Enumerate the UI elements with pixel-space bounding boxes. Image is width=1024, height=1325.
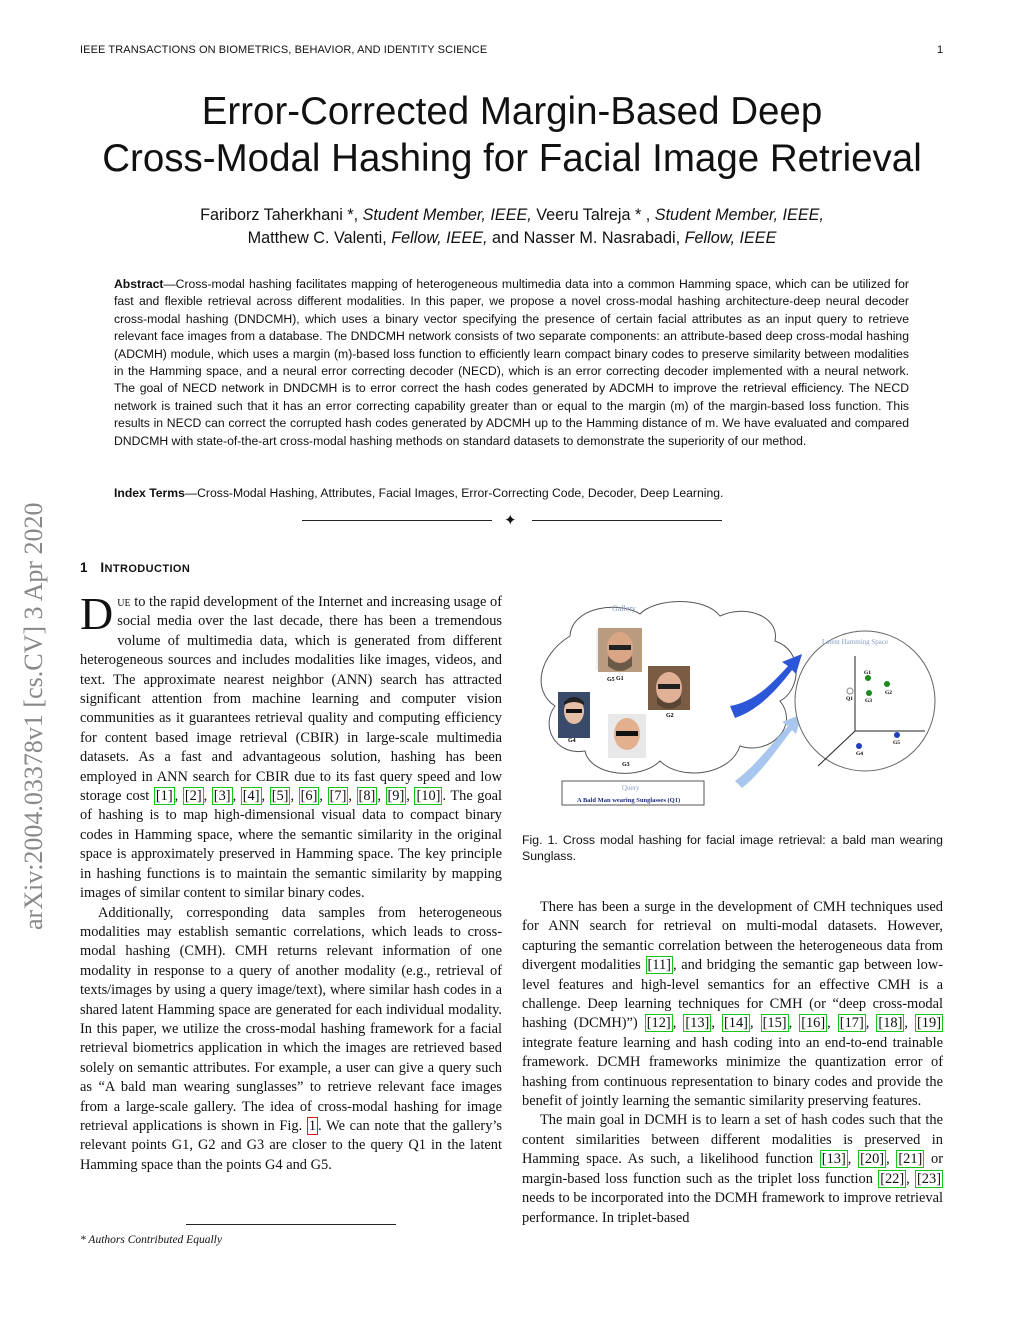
point-g4 <box>856 743 862 749</box>
author-conjunction: and <box>492 229 520 247</box>
footnote: * Authors Contributed Equally <box>80 1234 222 1246</box>
citation-link[interactable]: [16] <box>801 1015 826 1032</box>
citation-link[interactable]: [17] <box>839 1015 864 1032</box>
citation-link[interactable]: [7] <box>329 788 347 805</box>
index-terms <box>114 486 909 500</box>
query-text: A Bald Man wearing Sunglasses (Q1) <box>577 797 681 804</box>
citation-link[interactable]: [9] <box>387 788 405 805</box>
title-line-1: Error-Corrected Margin-Based Deep <box>201 90 823 133</box>
point-g5-label: G5 <box>893 740 901 746</box>
figure-caption: Fig. 1. Cross modal hashing for facial image retrieval: a bald man wearing Sunglass. <box>522 833 943 863</box>
title-line-2: Cross-Modal Hashing for Facial Image Retrieval <box>102 137 922 180</box>
drop-cap: D <box>80 588 114 639</box>
author-role: Fellow, IEEE, <box>391 229 488 247</box>
figure-1 <box>530 596 940 811</box>
point-g3 <box>866 690 872 696</box>
author-name: Matthew C. Valenti, <box>247 229 387 247</box>
citation-link[interactable]: [19] <box>917 1015 941 1032</box>
point-g5 <box>894 732 900 738</box>
divider-left <box>302 520 492 521</box>
point-q1-label: Q1 <box>846 696 854 702</box>
point-q1 <box>847 688 853 694</box>
g4-headshot <box>558 692 590 738</box>
citation-link[interactable]: [22] <box>880 1170 905 1187</box>
citation-link[interactable]: [14] <box>723 1015 748 1032</box>
citation-link[interactable]: [13] <box>685 1015 710 1032</box>
abstract <box>114 276 909 450</box>
citation-link[interactable]: [10] <box>416 788 441 805</box>
gallery-label: Gallery <box>612 604 636 613</box>
point-g2-label: G2 <box>885 690 893 696</box>
citation-link[interactable]: [2] <box>184 788 202 805</box>
paragraph: Additionally, corresponding data samples from heterogeneous modalities may establish semantic correlations, which leads to cross-modal hashing (CMH). CMH returns relevant information of one modality in response to a query of another modality (e.g., retrieval of texts/images by using a query image/text), where similar hash codes in a shared latent Hamming space are generated for each individual modality. In this paper, we utilize the cross-modal hashing framework for a facial retrieval biometrics application in which the images are retrieved based solely on semantic attributes. For example, a user can give a query such as “A bald man wearing sunglasses” to retrieve relevant face images from a large-scale gallery. The idea of cross-modal hashing for image retrieval applications is shown in Fig. 1 . We can note that the gallery’s relevant points G1, G2 and G3 are closer to the query Q1 in the latent Hamming space than the points G4 and G5. <box>80 904 502 1173</box>
arxiv-side-stamp <box>6 250 56 940</box>
g1-label: G1 <box>616 676 624 682</box>
point-g1-label: G1 <box>864 670 872 676</box>
section-number: 1 <box>80 560 88 575</box>
citation-link[interactable]: [5] <box>271 788 289 805</box>
g4-label: G4 <box>568 738 576 744</box>
citation-link[interactable]: [20] <box>860 1151 885 1168</box>
index-terms-text: —Cross-Modal Hashing, Attributes, Facial Images, Error-Correcting Code, Decoder, Deep Learning. <box>184 486 724 500</box>
g3-label: G3 <box>622 762 630 768</box>
citation-link[interactable]: [21] <box>898 1151 923 1168</box>
author-list <box>0 204 1024 250</box>
citation-link[interactable]: [6] <box>300 788 318 805</box>
index-terms-label: Index Terms <box>114 486 185 500</box>
citation-link[interactable]: [23] <box>917 1170 941 1187</box>
citation-link[interactable]: [3] <box>213 788 231 805</box>
journal-header: IEEE TRANSACTIONS ON BIOMETRICS, BEHAVIOR, AND IDENTITY SCIENCE <box>80 44 488 56</box>
section-title: INTRODUCTION <box>100 560 191 575</box>
right-column <box>522 898 943 1228</box>
citation-link[interactable]: [8] <box>358 788 376 805</box>
author-line-2 <box>0 227 1024 250</box>
citation-link[interactable]: [1] <box>155 788 173 805</box>
citation-link[interactable]: [18] <box>878 1015 903 1032</box>
g3-headshot <box>608 714 646 758</box>
citation-link[interactable]: [4] <box>242 788 260 805</box>
section-heading <box>80 560 190 575</box>
latent-space-label: Latent Hamming Space <box>822 638 889 646</box>
point-g4-label: G4 <box>856 751 864 757</box>
figure-link[interactable]: 1 <box>308 1117 317 1134</box>
point-g3-label: G3 <box>865 698 873 704</box>
author-role: Fellow, IEEE <box>684 229 777 247</box>
paragraph: There has been a surge in the development of CMH techniques used for ANN search for retrieval on multi-modal datasets. However, capturing the semantic correlation between the heterogeneous data from divergent modalities [11] , and bridging the semantic gap between low-level features and high-level semantics for an effective CMH is a challenge. Deep learning techniques for CMH (or “deep cross-modal hashing (DCMH)”) [12] , [13] , [14] , [15] , [16] , [17] , [18] , [19] integrate feature learning and hash coding into an end-to-end trainable framework. DCMH frameworks minimize the quantization error of hashing from continuous representation to binary codes and provide the benefit of jointly learning the semantic similarity preserving features. <box>522 899 944 1110</box>
g1-headshot <box>598 628 642 672</box>
page-number: 1 <box>937 44 944 56</box>
point-g2 <box>884 681 890 687</box>
paper-title <box>0 88 1024 182</box>
abstract-text: —Cross-modal hashing facilitates mapping of heterogeneous multimedia data into a common Hamming space, which can be utilized for fast and flexible retrieval across different modalities. In this paper, we propose a novel cross-modal hashing architecture-deep neural decoder cross-modal hashing (DNDCMH), which uses a binary vector specifying the presence of certain facial attributes as an input query to retrieve relevant face images from a database. The DNDCMH network consists of two separate components: an attribute-based deep cross-modal hashing (ADCMH) module, which uses a margin (m)-based loss function to efficiently learn compact binary codes to preserve similarity between modalities in the Hamming space, and a neural error correcting decoder (NECD), which is an error correcting decoder implemented with a neural network. The goal of NECD network in DNDCMH is to error correct the hash codes generated by ADCMH to improve the retrieval efficiency. The NECD network is trained such that it has an error correcting capability greater than or equal to the margin (m) of the margin-based loss function. This results in NECD can correct the corrupted hash codes generated by ADCMH up to the Hamming distance of m. We have evaluated and compared DNDCMH with state-of-the-art cross-modal hashing methods on standard datasets to demonstrate the superiority of our method. <box>114 277 909 448</box>
g2-label: G2 <box>666 713 674 719</box>
left-column <box>80 588 503 1175</box>
g5-label: G5 <box>607 677 615 683</box>
citation-link[interactable]: [13] <box>821 1151 846 1168</box>
footnote-rule <box>186 1224 396 1225</box>
author-name: Fariborz Taherkhani *, <box>200 206 359 224</box>
divider-glyph: ✦ <box>504 512 517 529</box>
query-label: Query <box>622 784 640 792</box>
paragraph: Due to the rapid development of the Internet and increasing usage of social media over the last decade, there has been a tremendous volume of multimedia data, which is generated from different heterogeneous sources and includes modalities like images, videos, and text. The approximate nearest neighbor (ANN) search has attracted significant attention from machine learning and computer vision communities as it guarantees retrieval quality and computing efficiency for content based image retrieval (CBIR) in large-scale multimedia datasets. As a fast and advantageous solution, hashing has been employed in ANN search for CBIR due to its fast query speed and low storage cost [1] , [2] , [3] , [4] , [5] , [6] , [7] , [8] , [9] , [10] . The goal of hashing is to map high-dimensional visual data to compact binary codes in Hamming space, where the semantic similarity in the original space is approximately preserved in Hamming space. The key principle in hashing functions is to maintain the semantic similarity by mapping images of similar content to similar binary codes. <box>80 588 503 902</box>
citation-link[interactable]: [15] <box>762 1015 787 1032</box>
citation-link[interactable]: [11] <box>647 957 671 974</box>
arxiv-identifier: arXiv:2004.03378v1 [cs.CV] 3 Apr 2020 <box>19 502 48 930</box>
author-name: Veeru Talreja * , <box>536 206 651 224</box>
author-line-1 <box>0 204 1024 227</box>
citation-link[interactable]: [12] <box>646 1015 671 1032</box>
author-role: Student Member, IEEE, <box>362 206 532 224</box>
abstract-label: Abstract <box>114 277 164 291</box>
author-name: Nasser M. Nasrabadi, <box>523 229 681 247</box>
paragraph: The main goal in DCMH is to learn a set of hash codes such that the content similarities between different modalities is preserved in Hamming space. As such, a likelihood function [13] , [20] , [21] or margin-based loss function such as the triplet loss function [22] , [23] needs to be incorporated into the DCMH framework to improve retrieval performance. In triplet-based <box>522 1112 944 1226</box>
divider-right <box>532 520 722 521</box>
author-role: Student Member, IEEE, <box>654 206 824 224</box>
g2-headshot <box>648 666 690 710</box>
